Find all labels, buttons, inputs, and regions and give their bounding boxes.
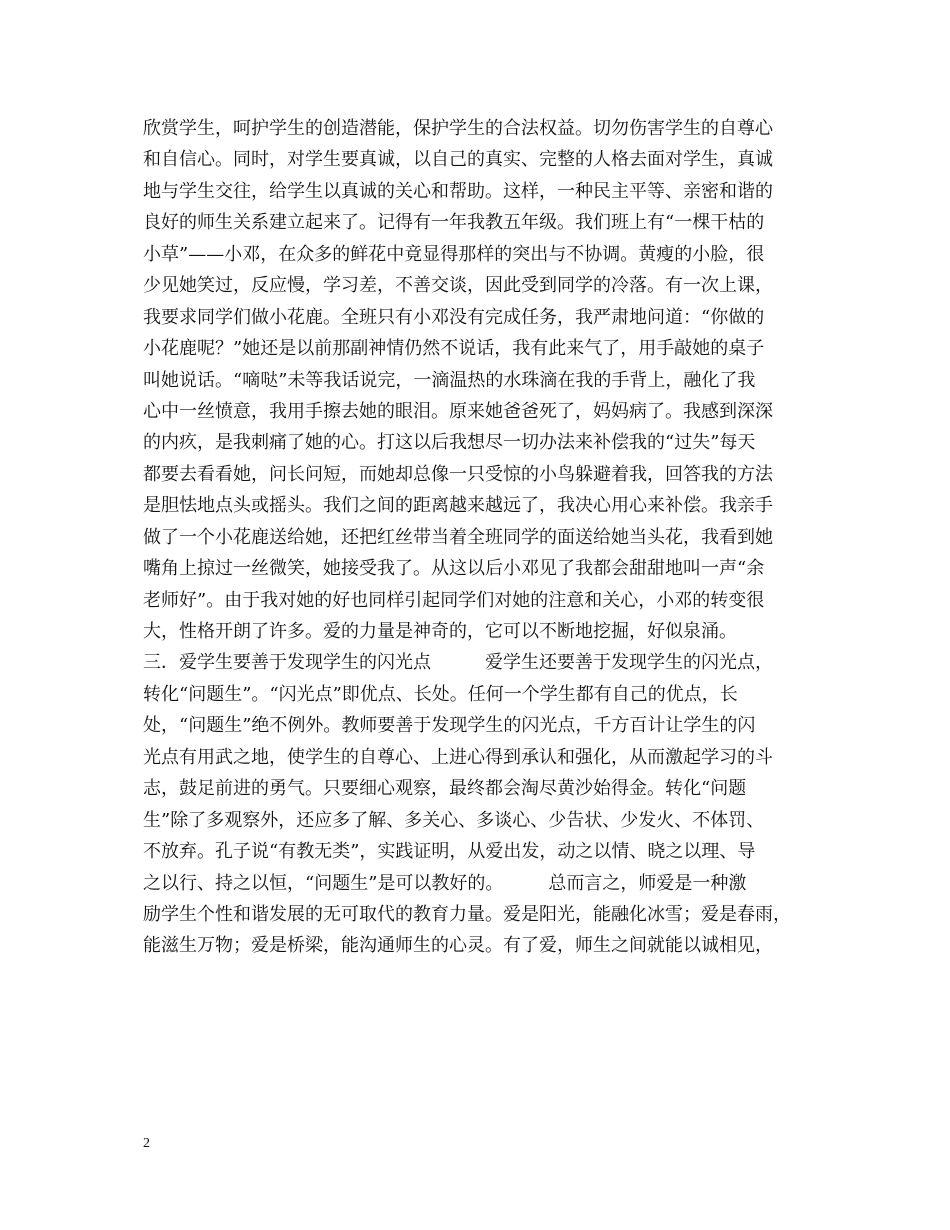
text-line: 都要去看看她，问长问短，而她却总像一只受惊的小鸟躲避着我，回答我的方法	[143, 463, 773, 485]
text-line: 小花鹿呢？”她还是以前那副神情仍然不说话，我有此来气了，用手敲她的桌子	[143, 338, 765, 360]
text-line: 大，性格开朗了许多。爱的力量是神奇的，它可以不断地挖掘，好似泉涌。	[143, 621, 737, 642]
text-line: 老师好”。由于我对她的好也同样引起同学们对她的注意和关心，小邓的转变很	[143, 589, 765, 611]
text-line: 嘴角上掠过一丝微笑，她接受我了。从这以后小邓见了我都会甜甜地叫一声“余	[143, 558, 765, 580]
text-line: 地与学生交往，给学生以真诚的关心和帮助。这样，一种民主平等、亲密和谐的	[143, 180, 773, 202]
text-line: 小草”——小邓，在众多的鲜花中竟显得那样的突出与不协调。黄瘦的小脸，很	[143, 243, 765, 265]
text-line: 生”除了多观察外，还应多了解、多关心、多谈心、少告状、少发火、不体罚、	[143, 809, 765, 831]
text-line: 心中一丝愤意，我用手擦去她的眼泪。原来她爸爸死了，妈妈病了。我感到深深	[143, 400, 773, 422]
text-line: 励学生个性和谐发展的无可取代的教育力量。爱是阳光，能融化冰雪；爱是春雨，	[143, 903, 791, 925]
text-line: 我要求同学们做小花鹿。全班只有小邓没有完成任务，我严肃地问道：“你做的	[143, 306, 765, 328]
text-line: 和自信心。同时，对学生要真诚，以自己的真实、完整的人格去面对学生，真诚	[143, 149, 773, 171]
text-line: 能滋生万物；爱是桥梁，能沟通师生的心灵。有了爱，师生之间就能以诚相见，	[143, 935, 773, 957]
body-text	[143, 113, 823, 962]
text-line: 光点有用武之地，使学生的自尊心、上进心得到承认和强化，从而激起学习的斗	[143, 746, 773, 768]
text-line: 转化“问题生”。“闪光点”即优点、长处。任何一个学生都有自己的优点，长	[143, 683, 738, 705]
text-line: 少见她笑过，反应慢，学习差，不善交谈，因此受到同学的冷落。有一次上课，	[143, 275, 773, 297]
text-line: 之以行、持之以恒，“问题生”是可以教好的。 总而言之，师爱是一种激	[143, 872, 747, 894]
text-line: 三．爱学生要善于发现学生的闪光点 爱学生还要善于发现学生的闪光点，	[143, 652, 773, 674]
text-line: 欣赏学生，呵护学生的创造潜能，保护学生的合法权益。切勿伤害学生的自尊心	[143, 118, 773, 139]
text-line: 是胆怯地点头或摇头。我们之间的距离越来越远了，我决心用心来补偿。我亲手	[143, 495, 773, 517]
text-line: 做了一个小花鹿送给她，还把红丝带当着全班同学的面送给她当头花，我看到她	[143, 526, 773, 548]
text-line: 处，“问题生”绝不例外。教师要善于发现学生的闪光点，千方百计让学生的闪	[143, 715, 756, 737]
text-line: 志，鼓足前进的勇气。只要细心观察，最终都会淘尽黄沙始得金。转化“问题	[143, 778, 747, 800]
text-line: 良好的师生关系建立起来了。记得有一年我教五年级。我们班上有“一棵干枯的	[143, 212, 765, 234]
text-line: 的内疚，是我刺痛了她的心。打这以后我想尽一切办法来补偿我的“过失”每天	[143, 432, 756, 454]
text-line: 不放弃。孔子说“有教无类”，实践证明，从爱出发，动之以情、晓之以理、导	[143, 841, 756, 863]
text-line: 叫她说话。“嘀哒”未等我话说完，一滴温热的水珠滴在我的手背上，融化了我	[143, 369, 756, 391]
page-number: 2	[143, 1136, 150, 1151]
